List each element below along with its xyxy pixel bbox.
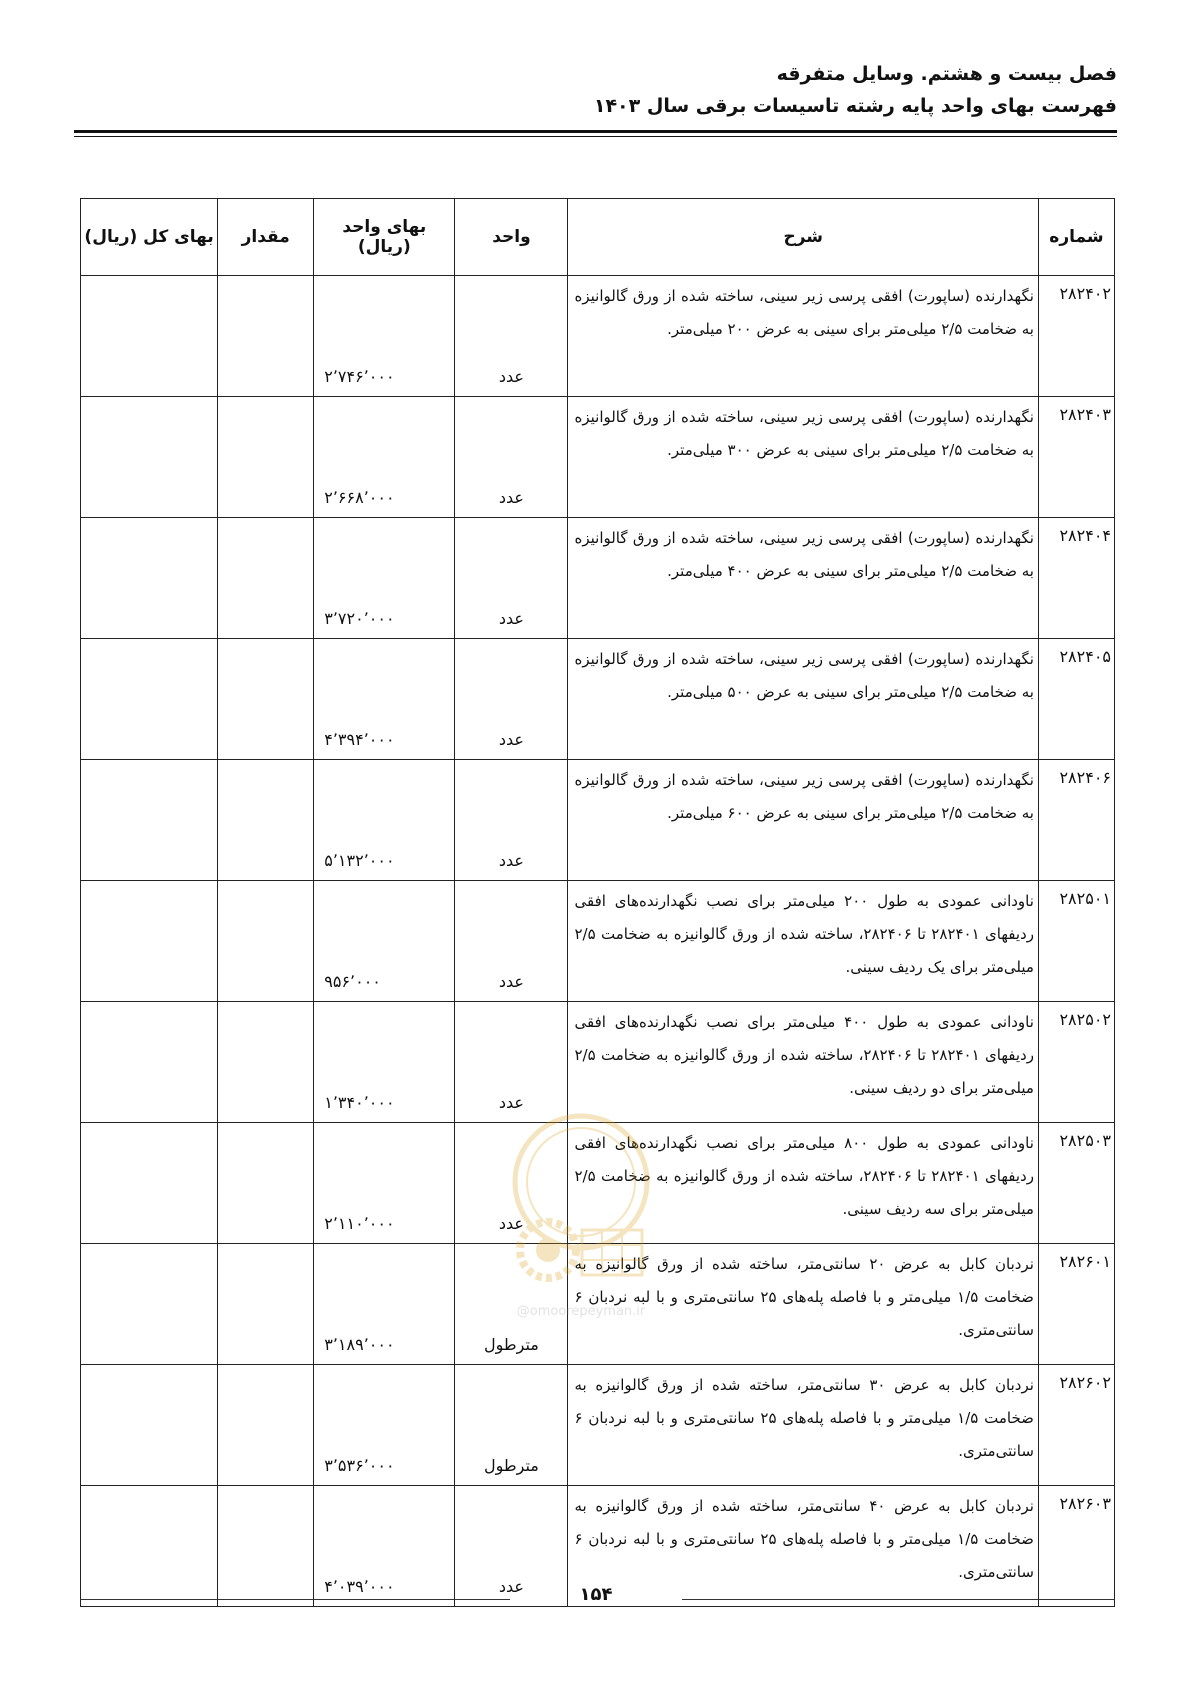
item-unit-price: ۹۵۶٬۰۰۰ xyxy=(314,881,455,1002)
item-quantity-cell xyxy=(218,397,314,518)
item-unit: مترطول xyxy=(455,1244,568,1365)
item-code: ۲۸۲۴۰۲ xyxy=(1038,276,1114,397)
item-unit: عدد xyxy=(455,1486,568,1607)
table-row xyxy=(81,518,1115,639)
item-total-cell xyxy=(81,760,218,881)
item-code: ۲۸۲۴۰۴ xyxy=(1038,518,1114,639)
item-description: نردبان کابل به عرض ۳۰ سانتی‌متر، ساخته شده از ورق گالوانیزه به ضخامت ۱/۵ میلی‌متر و با فاصله پله‌های ۲۵ سانتی‌متری و با لبه نردبان ۶ سانتی‌متری. xyxy=(568,1365,1038,1486)
page-header xyxy=(74,58,1117,122)
table-row xyxy=(81,881,1115,1002)
column-header-quantity: مقدار xyxy=(218,199,314,276)
item-unit: عدد xyxy=(455,639,568,760)
column-header-unit: واحد xyxy=(455,199,568,276)
item-unit: عدد xyxy=(455,397,568,518)
chapter-title: فصل بیست و هشتم. وسایل متفرقه xyxy=(776,63,1117,85)
item-unit-price: ۳٬۷۲۰٬۰۰۰ xyxy=(314,518,455,639)
column-header-code: شماره xyxy=(1038,199,1114,276)
item-total-cell xyxy=(81,518,218,639)
item-description: نگهدارنده (ساپورت) افقی پرسی زیر سینی، ساخته شده از ورق گالوانیزه به ضخامت ۲/۵ میلی‌متر برای سینی به عرض ۵۰۰ میلی‌متر. xyxy=(568,639,1038,760)
item-quantity-cell xyxy=(218,1244,314,1365)
item-total-cell xyxy=(81,639,218,760)
item-description: ناودانی عمودی به طول ۴۰۰ میلی‌متر برای نصب نگهدارنده‌های افقی ردیفهای ۲۸۲۴۰۱ تا ۲۸۲۴۰۶، ساخته شده از ورق گالوانیزه به ضخامت ۲/۵ میلی‌متر برای دو ردیف سینی. xyxy=(568,1002,1038,1123)
item-total-cell xyxy=(81,1365,218,1486)
item-unit-price: ۴٬۳۹۴٬۰۰۰ xyxy=(314,639,455,760)
item-code: ۲۸۲۴۰۶ xyxy=(1038,760,1114,881)
item-unit: عدد xyxy=(455,1002,568,1123)
item-quantity-cell xyxy=(218,1365,314,1486)
header-rule-thick xyxy=(74,130,1117,133)
item-unit: عدد xyxy=(455,760,568,881)
table-row xyxy=(81,1002,1115,1123)
price-list-table xyxy=(80,198,1115,1607)
item-code: ۲۸۲۴۰۳ xyxy=(1038,397,1114,518)
item-quantity-cell xyxy=(218,881,314,1002)
item-description: نردبان کابل به عرض ۴۰ سانتی‌متر، ساخته شده از ورق گالوانیزه به ضخامت ۱/۵ میلی‌متر و با فاصله پله‌های ۲۵ سانتی‌متری و با لبه نردبان ۶ سانتی‌متری. xyxy=(568,1486,1038,1607)
table-row xyxy=(81,1123,1115,1244)
item-unit: مترطول xyxy=(455,1365,568,1486)
item-unit-price: ۳٬۵۳۶٬۰۰۰ xyxy=(314,1365,455,1486)
item-description: نگهدارنده (ساپورت) افقی پرسی زیر سینی، ساخته شده از ورق گالوانیزه به ضخامت ۲/۵ میلی‌متر برای سینی به عرض ۲۰۰ میلی‌متر. xyxy=(568,276,1038,397)
item-quantity-cell xyxy=(218,276,314,397)
table-row xyxy=(81,760,1115,881)
item-total-cell xyxy=(81,276,218,397)
column-header-total: بهای کل (ریال) xyxy=(81,199,218,276)
item-code: ۲۸۲۵۰۲ xyxy=(1038,1002,1114,1123)
item-total-cell xyxy=(81,1244,218,1365)
item-description: ناودانی عمودی به طول ۲۰۰ میلی‌متر برای نصب نگهدارنده‌های افقی ردیفهای ۲۸۲۴۰۱ تا ۲۸۲۴۰۶، ساخته شده از ورق گالوانیزه به ضخامت ۲/۵ میلی‌متر برای یک ردیف سینی. xyxy=(568,881,1038,1002)
table-row xyxy=(81,1244,1115,1365)
footer-rule-right xyxy=(682,1599,1115,1600)
item-code: ۲۸۲۵۰۳ xyxy=(1038,1123,1114,1244)
item-code: ۲۸۲۵۰۱ xyxy=(1038,881,1114,1002)
item-total-cell xyxy=(81,1002,218,1123)
item-total-cell xyxy=(81,881,218,1002)
item-quantity-cell xyxy=(218,518,314,639)
item-code: ۲۸۲۶۰۱ xyxy=(1038,1244,1114,1365)
item-unit-price: ۳٬۱۸۹٬۰۰۰ xyxy=(314,1244,455,1365)
column-header-unit-price: بهای واحد (ریال) xyxy=(314,199,455,276)
item-unit-price: ۱٬۳۴۰٬۰۰۰ xyxy=(314,1002,455,1123)
item-description: نردبان کابل به عرض ۲۰ سانتی‌متر، ساخته شده از ورق گالوانیزه به ضخامت ۱/۵ میلی‌متر و با فاصله پله‌های ۲۵ سانتی‌متری و با لبه نردبان ۶ سانتی‌متری. xyxy=(568,1244,1038,1365)
item-unit: عدد xyxy=(455,881,568,1002)
item-description: ناودانی عمودی به طول ۸۰۰ میلی‌متر برای نصب نگهدارنده‌های افقی ردیفهای ۲۸۲۴۰۱ تا ۲۸۲۴۰۶، ساخته شده از ورق گالوانیزه به ضخامت ۲/۵ میلی‌متر برای سه ردیف سینی. xyxy=(568,1123,1038,1244)
item-total-cell xyxy=(81,1123,218,1244)
page-number: ۱۵۴ xyxy=(579,1584,613,1605)
item-description: نگهدارنده (ساپورت) افقی پرسی زیر سینی، ساخته شده از ورق گالوانیزه به ضخامت ۲/۵ میلی‌متر برای سینی به عرض ۳۰۰ میلی‌متر. xyxy=(568,397,1038,518)
item-unit-price: ۲٬۱۱۰٬۰۰۰ xyxy=(314,1123,455,1244)
item-quantity-cell xyxy=(218,1002,314,1123)
table-row xyxy=(81,639,1115,760)
item-description: نگهدارنده (ساپورت) افقی پرسی زیر سینی، ساخته شده از ورق گالوانیزه به ضخامت ۲/۵ میلی‌متر برای سینی به عرض ۶۰۰ میلی‌متر. xyxy=(568,760,1038,881)
item-code: ۲۸۲۴۰۵ xyxy=(1038,639,1114,760)
item-quantity-cell xyxy=(218,760,314,881)
header-rule-thin xyxy=(74,136,1117,137)
table-row xyxy=(81,397,1115,518)
item-unit-price: ۲٬۶۶۸٬۰۰۰ xyxy=(314,397,455,518)
item-quantity-cell xyxy=(218,1123,314,1244)
table-header-row xyxy=(81,199,1115,276)
item-unit-price: ۲٬۷۴۶٬۰۰۰ xyxy=(314,276,455,397)
item-code: ۲۸۲۶۰۲ xyxy=(1038,1365,1114,1486)
item-unit: عدد xyxy=(455,1123,568,1244)
table-row xyxy=(81,276,1115,397)
footer-rule-left xyxy=(80,1599,510,1600)
item-unit-price: ۵٬۱۳۲٬۰۰۰ xyxy=(314,760,455,881)
watermark-site: @omoorepeyman.ir xyxy=(516,1304,646,1319)
item-unit: عدد xyxy=(455,518,568,639)
item-quantity-cell xyxy=(218,639,314,760)
item-description: نگهدارنده (ساپورت) افقی پرسی زیر سینی، ساخته شده از ورق گالوانیزه به ضخامت ۲/۵ میلی‌متر برای سینی به عرض ۴۰۰ میلی‌متر. xyxy=(568,518,1038,639)
item-unit-price: ۴٬۰۳۹٬۰۰۰ xyxy=(314,1486,455,1607)
item-code: ۲۸۲۶۰۳ xyxy=(1038,1486,1114,1607)
item-total-cell xyxy=(81,1486,218,1607)
item-unit: عدد xyxy=(455,276,568,397)
item-quantity-cell xyxy=(218,1486,314,1607)
document-title: فهرست بهای واحد پایه رشته تاسیسات برقی سال ۱۴۰۳ xyxy=(593,95,1117,117)
item-total-cell xyxy=(81,397,218,518)
column-header-description: شرح xyxy=(568,199,1038,276)
table-row xyxy=(81,1365,1115,1486)
